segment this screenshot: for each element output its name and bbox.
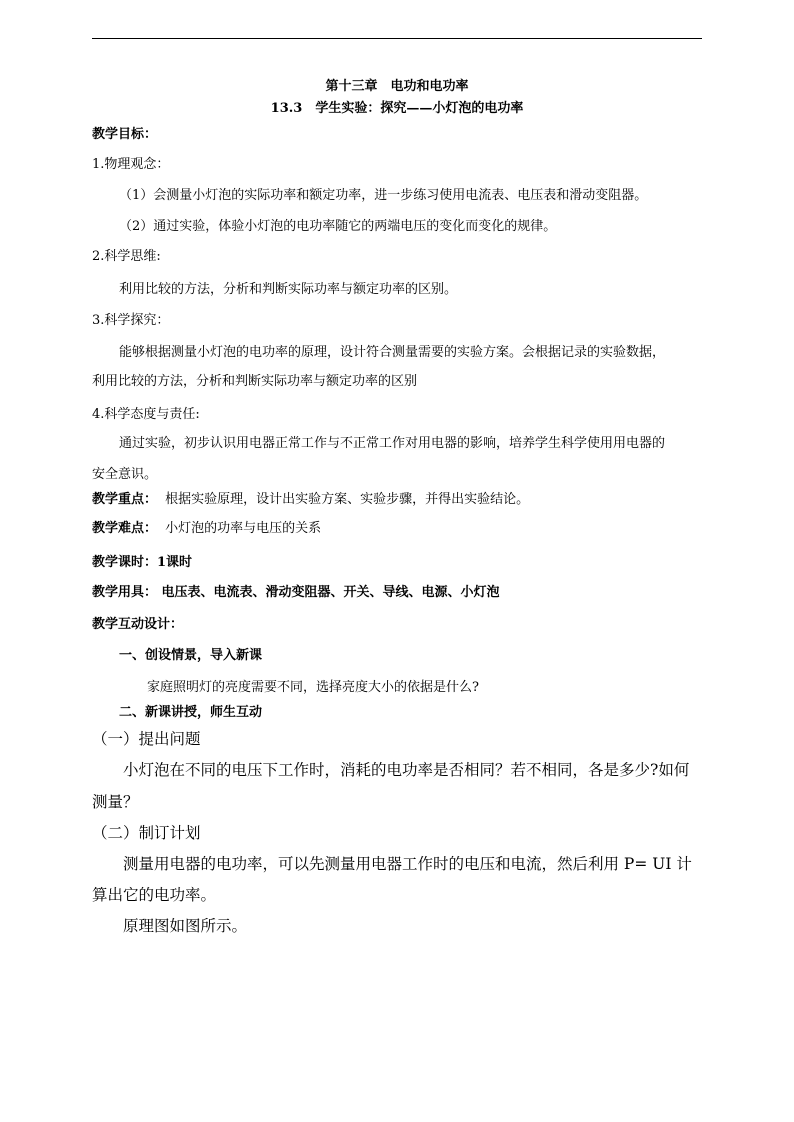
teaching-tools: 教学用具： 电压表、电流表、滑动变阻器、开关、导线、电源、小灯泡 (92, 585, 500, 600)
obj1-heading: 1.物理观念： (92, 157, 170, 172)
obj4-line1: 通过实验，初步认识用电器正常工作与不正常工作对用电器的影响，培养学生科学使用用电器的 (119, 436, 666, 451)
objectives-heading: 教学目标： (92, 127, 158, 142)
design-heading: 教学互动设计： (92, 617, 184, 632)
obj3-line2: 利用比较的方法，分析和判断实际功率与额定功率的区别 (92, 374, 418, 389)
part1-text: 家庭照明灯的亮度需要不同，选择亮度大小的依据是什么? (147, 680, 479, 695)
part2-heading: 二、新课讲授，师生互动 (119, 705, 263, 720)
part1-heading: 一、创设情景，导入新课 (119, 648, 263, 663)
header-rule (92, 38, 702, 39)
chapter-title: 第十三章 电功和电功率 (325, 79, 469, 94)
obj1-item2: （2）通过实验，体验小灯泡的电功率随它的两端电压的变化而变化的规律。 (119, 219, 557, 234)
obj2-heading: 2.科学思维: (92, 249, 161, 264)
sub1-heading: （一）提出问题 (92, 730, 201, 748)
sub2-line3: 原理图如图所示。 (123, 917, 248, 935)
obj1-item1: （1）会测量小灯泡的实际功率和额定功率，进一步练习使用电流表、电压表和滑动变阻器。 (119, 188, 648, 203)
sub2-line2: 算出它的电功率。 (92, 886, 217, 904)
obj3-heading: 3.科学探究： (92, 313, 170, 328)
difficulty-text: 小灯泡的功率与电压的关系 (165, 521, 322, 536)
obj3-line1: 能够根据测量小灯泡的电功率的原理，设计符合测量需要的实验方案。会根据记录的实验数据， (119, 345, 666, 360)
sub2-line1: 测量用电器的电功率，可以先测量用电器工作时的电压和电流，然后利用 P= UI 计 (123, 855, 692, 873)
sub2-heading: （二）制订计划 (92, 824, 201, 842)
obj2-text: 利用比较的方法，分析和判断实际功率与额定功率的区别。 (119, 282, 458, 297)
difficulty-points (92, 521, 321, 537)
section-title: 13.3 学生实验：探究——小灯泡的电功率 (270, 101, 524, 116)
key-text: 根据实验原理，设计出实验方案、实验步骤，并得出实验结论。 (165, 492, 530, 507)
difficulty-label: 教学难点： (92, 521, 158, 536)
key-label: 教学重点： (92, 492, 158, 507)
teaching-hours: 教学课时：1课时 (92, 555, 193, 570)
sub1-line1: 小灯泡在不同的电压下工作时，消耗的电功率是否相同？若不相同，各是多少?如何 (123, 761, 690, 779)
obj4-line2: 安全意识。 (92, 467, 158, 482)
obj4-heading: 4.科学态度与责任: (92, 407, 200, 422)
sub1-line2: 测量？ (92, 793, 139, 811)
key-points (92, 492, 529, 508)
